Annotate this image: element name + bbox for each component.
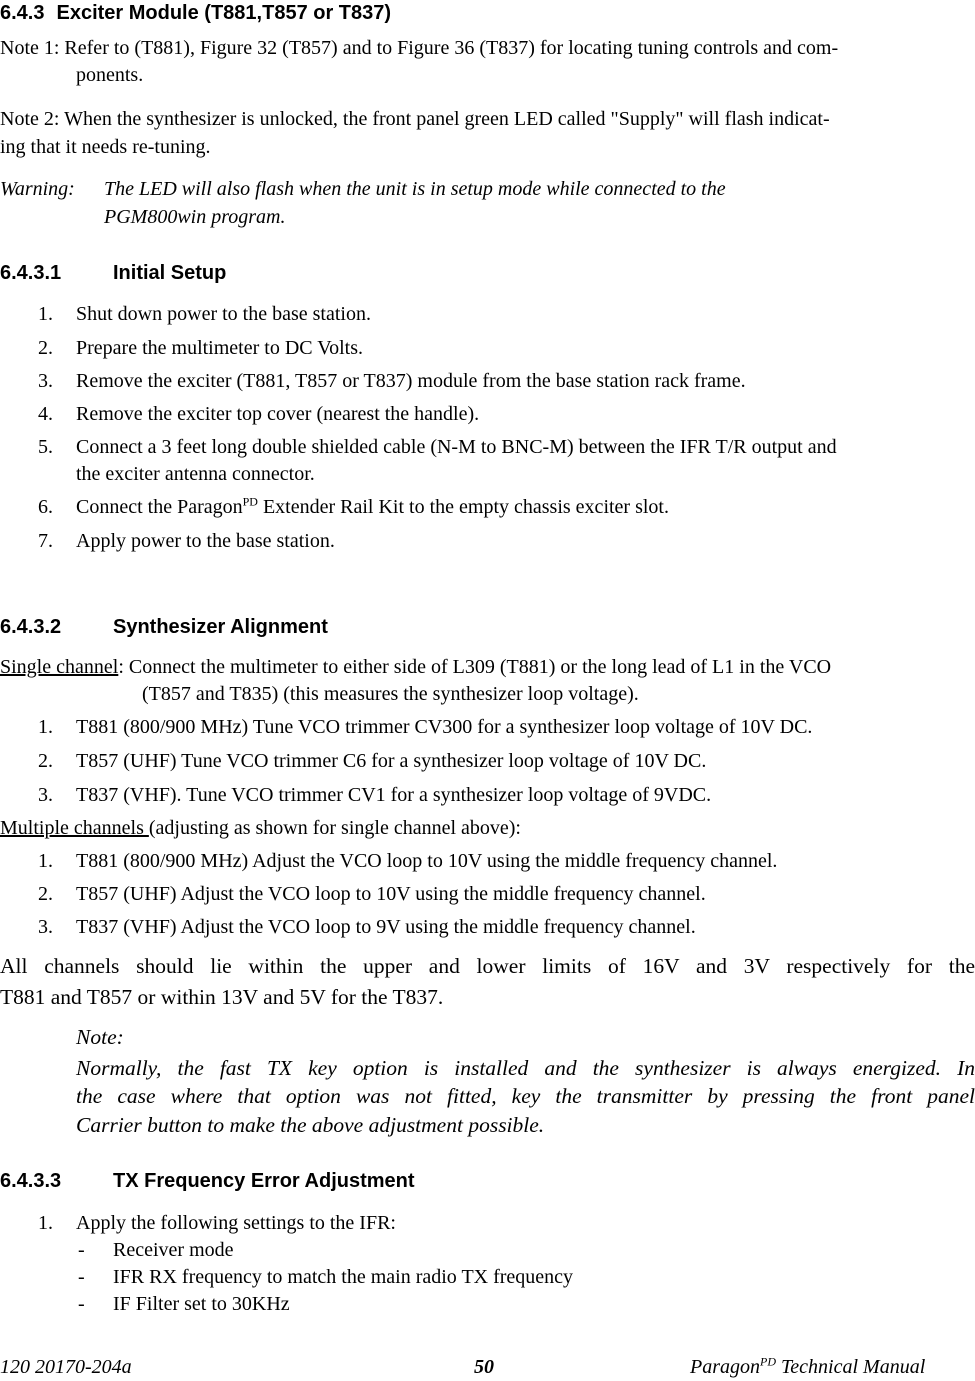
- single-channel-line2: (T857 and T835) (this measures the synthesizer loop voltage).: [142, 683, 639, 705]
- note-line2: the case where that option was not fitted, key the transmitter by pressing the front panel: [76, 1084, 975, 1108]
- step-number: 2.: [38, 750, 53, 772]
- single-channel-text: : Connect the multimeter to either side of L309 (T881) or the long lead of L1 in the VCO: [118, 656, 832, 678]
- bullet-item: Receiver mode: [113, 1239, 234, 1261]
- note2-line2: ing that it needs re-tuning.: [0, 136, 211, 158]
- step-number: 2.: [38, 883, 53, 905]
- txfreq-title: TX Frequency Error Adjustment: [113, 1170, 415, 1192]
- multiple-channels-text: (adjusting as shown for single channel above):: [148, 817, 521, 839]
- footer-page-number: 50: [474, 1356, 494, 1378]
- paragon-text: Connect the Paragon: [76, 496, 243, 518]
- note-line3: Carrier button to make the above adjustment possible.: [76, 1113, 545, 1137]
- section-title: Exciter Module (T881,T857 or T837): [56, 2, 392, 24]
- initial-setup-number: 6.4.3.1: [0, 262, 62, 284]
- multiple-channels-line: [0, 817, 521, 840]
- setup-step: [76, 496, 669, 519]
- footer-pd-superscript: PD: [760, 1354, 776, 1369]
- synth-title: Synthesizer Alignment: [113, 616, 328, 638]
- single-step: T857 (UHF) Tune VCO trimmer C6 for a synthesizer loop voltage of 10V DC.: [76, 750, 707, 772]
- step-number: 3.: [38, 916, 53, 938]
- step-number: 1.: [38, 850, 53, 872]
- txfreq-number: 6.4.3.3: [0, 1170, 62, 1192]
- warning-line1: The LED will also flash when the unit is in setup mode while connected to the: [104, 178, 726, 200]
- multi-step: T881 (800/900 MHz) Adjust the VCO loop to 10V using the middle frequency channel.: [76, 850, 778, 872]
- multi-step: T857 (UHF) Adjust the VCO loop to 10V using the middle frequency channel.: [76, 883, 706, 905]
- step-number: 2.: [38, 337, 53, 359]
- setup-step: Remove the exciter top cover (nearest the handle).: [76, 403, 480, 425]
- synth-number: 6.4.3.2: [0, 616, 62, 638]
- step-number: 6.: [38, 496, 53, 518]
- footer-manual-title: [690, 1356, 925, 1379]
- step-number: 4.: [38, 403, 53, 425]
- step-number: 7.: [38, 530, 53, 552]
- bullet-item: IF Filter set to 30KHz: [113, 1293, 290, 1315]
- step-number: 3.: [38, 370, 53, 392]
- setup-step-continued: the exciter antenna connector.: [76, 463, 315, 485]
- step-number: 5.: [38, 436, 53, 458]
- setup-step: Prepare the multimeter to DC Volts.: [76, 337, 364, 359]
- limits-line2: T881 and T857 or within 13V and 5V for the T837.: [0, 985, 444, 1009]
- note1-line1: Note 1: Refer to (T881), Figure 32 (T857) and to Figure 36 (T837) for locating tuning controls and com-: [0, 37, 839, 59]
- single-step: T837 (VHF). Tune VCO trimmer CV1 for a synthesizer loop voltage of 9VDC.: [76, 784, 712, 806]
- setup-step-rest: Extender Rail Kit to the empty chassis exciter slot.: [257, 496, 669, 518]
- step-number: 1.: [38, 303, 53, 325]
- section-heading: [0, 2, 391, 25]
- note1-line2: ponents.: [76, 64, 144, 86]
- single-channel-label: Single channel: [0, 656, 119, 678]
- note-line1: Normally, the fast TX key option is installed and the synthesizer is always energized. In: [76, 1056, 975, 1080]
- note-label: Note:: [76, 1025, 124, 1049]
- setup-step: Remove the exciter (T881, T857 or T837) module from the base station rack frame.: [76, 370, 746, 392]
- step-number: 1.: [38, 716, 53, 738]
- step-number: 3.: [38, 784, 53, 806]
- bullet-dash: -: [78, 1266, 85, 1288]
- setup-step: Apply power to the base station.: [76, 530, 335, 552]
- note2-line1: Note 2: When the synthesizer is unlocked, the front panel green LED called "Supply" will flash indicat-: [0, 108, 830, 130]
- bullet-dash: -: [78, 1293, 85, 1315]
- setup-step: Connect a 3 feet long double shielded cable (N-M to BNC-M) between the IFR T/R output and: [76, 436, 837, 458]
- step-number: 1.: [38, 1212, 53, 1234]
- bullet-dash: -: [78, 1239, 85, 1261]
- warning-label: Warning:: [0, 178, 75, 200]
- warning-line2: PGM800win program.: [104, 206, 286, 228]
- multiple-channels-label: Multiple channels: [0, 817, 149, 839]
- setup-step: Shut down power to the base station.: [76, 303, 371, 325]
- single-step: T881 (800/900 MHz) Tune VCO trimmer CV300 for a synthesizer loop voltage of 10V DC.: [76, 716, 813, 738]
- multi-step: T837 (VHF) Adjust the VCO loop to 9V using the middle frequency channel.: [76, 916, 696, 938]
- section-number: 6.4.3: [0, 2, 45, 24]
- footer-manual-suffix: Technical Manual: [776, 1356, 926, 1378]
- limits-line1: All channels should lie within the upper and lower limits of 16V and 3V respectively for the: [0, 954, 975, 978]
- single-channel-line: [0, 656, 831, 679]
- footer-paragon: Paragon: [690, 1356, 760, 1378]
- footer-doc-number: 120 20170-204a: [0, 1356, 132, 1378]
- bullet-item: IFR RX frequency to match the main radio TX frequency: [113, 1266, 574, 1288]
- pd-superscript: PD: [242, 494, 258, 509]
- initial-setup-title: Initial Setup: [113, 262, 227, 284]
- txfreq-step: Apply the following settings to the IFR:: [76, 1212, 396, 1234]
